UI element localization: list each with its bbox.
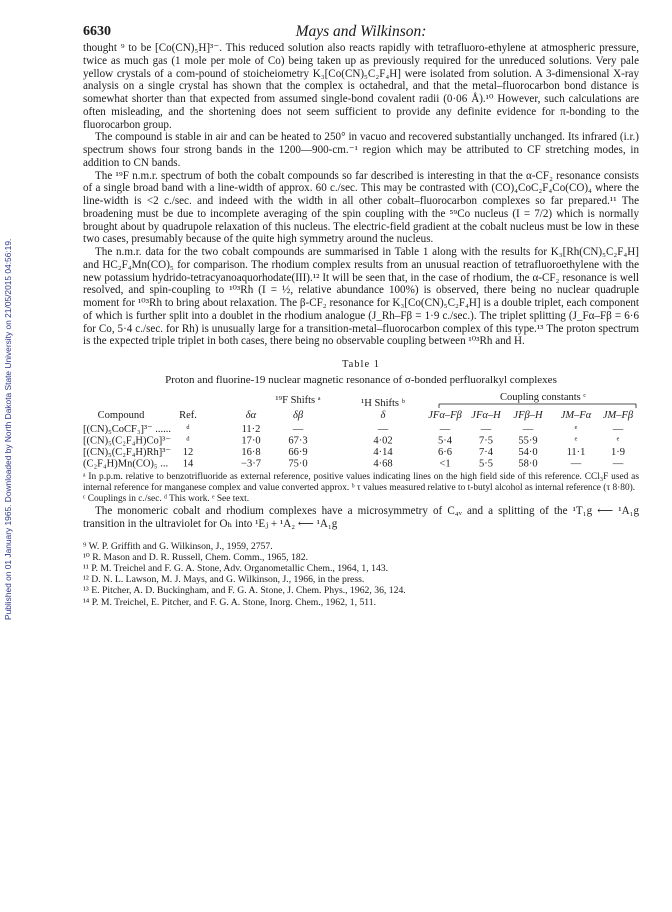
table-footnotes xyxy=(83,472,639,505)
table-footnote-1: ᵃ In p.p.m. relative to benzotrifluoride as external reference, positive values indicating lines on the high field side of this reference. CCl₃F used as internal reference for manganese complex and value converted approx. ᵇ τ values measured relative to t-butyl alcohol as internal reference (τ 8·80). xyxy=(83,472,639,493)
table-cell: [(CN)₅(C₂F₄H)Rh]³⁻ xyxy=(83,447,171,458)
table-cell: [(CN)₅(C₂F₄H)Co]³⁻ xyxy=(83,435,171,447)
table-column-header: δβ xyxy=(292,410,304,421)
table-column-header: δα xyxy=(245,410,257,421)
reference-14: ¹⁴ P. M. Treichel, E. Pitcher, and F. G. A. Stone, Inorg. Chem., 1962, 1, 511. xyxy=(83,596,377,608)
paragraph-5: The monomeric cobalt and rhodium complexes have a microsymmetry of C₄ᵥ and a splitting of the ¹T₁g ⟵ ¹A₁g transition in the ultraviolet for Oₕ into ¹Eⱼ + ¹A₂ ⟵ ¹A₁g xyxy=(83,505,639,530)
table-cell: 5·5 xyxy=(479,458,493,470)
table-cell: <1 xyxy=(439,458,451,470)
table-cell: — xyxy=(377,424,389,435)
page-number: 6630 xyxy=(83,24,111,39)
group-header-f19: ¹⁹F Shifts ᵃ xyxy=(275,395,321,406)
table-column-header: Compound xyxy=(97,410,145,421)
table-cell: 55·9 xyxy=(518,435,538,447)
table-cell: 11·2 xyxy=(241,424,261,435)
table-cell: 11·1 xyxy=(566,447,586,458)
table-column-header: JFβ–H xyxy=(513,410,543,421)
table-cell: ᵉ xyxy=(574,435,578,447)
table-cell: 4·14 xyxy=(373,447,393,458)
table-cell: 16·8 xyxy=(241,447,261,458)
reference-12: ¹² D. N. L. Lawson, M. J. Mays, and G. Wilkinson, J., 1966, in the press. xyxy=(83,574,365,586)
table-cell: 67·3 xyxy=(288,435,308,447)
table-cell: 4·02 xyxy=(373,435,393,447)
references xyxy=(83,541,639,608)
table-cell: 12 xyxy=(182,447,194,458)
table-cell: — xyxy=(570,458,582,470)
table-cell: ᵈ xyxy=(186,424,190,435)
table-cell: 54·0 xyxy=(518,447,538,458)
table-cell: ᵉ xyxy=(616,435,620,447)
table-column-header: δ xyxy=(380,410,386,421)
download-watermark-text: Published on 01 January 1965. Downloaded by North Dakota State University on 21/05/2015 04:56:19. xyxy=(3,238,13,620)
table-cell: 6·6 xyxy=(438,447,452,458)
table-cell: 66·9 xyxy=(288,447,308,458)
table-cell: 7·4 xyxy=(479,447,493,458)
group-header-coupling: Coupling constants ᶜ xyxy=(499,392,587,403)
reference-9: ⁹ W. P. Griffith and G. Wilkinson, J., 1959, 2757. xyxy=(83,540,273,552)
table-cell: 17·0 xyxy=(241,435,261,447)
table-cell: 14 xyxy=(182,458,194,470)
table-cell: ᵉ xyxy=(574,424,578,435)
table-cell: — xyxy=(522,424,534,435)
table-cell: [(CN)₅CoCF₃]³⁻ ...... xyxy=(83,424,172,435)
paragraph-1: thought ⁹ to be [Co(CN)₅H]³⁻. This reduced solution also reacts rapidly with tetrafluoro-ethylene at atmospheric pressure, twice as much gas (1 mole per mole of Co) being taken up as previously required for the unreduced solutions. Very pale yellow crystals of a com-pound of stoicheiometry K₃[Co(CN)₅C₂F₄H] were isolated from solution. A 3-dimensional X-ray analysis on a single crystal has shown that the complex is octahedral, and that the metal–fluorocarbon bond distance is somewhat shorter than that expected from assumed single-bond covalent radii (0·06 Å).¹⁰ However, such calculations are often misleading, and the shortening does not seem sufficient to provide any definite evidence for π-bonding to the fluorocarbon group. xyxy=(83,42,639,131)
table-cell: 1·9 xyxy=(611,447,625,458)
table-label: Table 1 xyxy=(341,359,381,370)
table-cell: — xyxy=(292,424,304,435)
table-cell: 58·0 xyxy=(518,458,538,470)
table-column-header: JM–Fβ xyxy=(602,410,634,421)
table-column-header: JFα–H xyxy=(471,410,501,421)
reference-11: ¹¹ P. M. Treichel and F. G. A. Stone, Adv. Organometallic Chem., 1964, 1, 143. xyxy=(83,562,389,574)
table-cell: ᵈ xyxy=(186,435,190,447)
table-cell: 5·4 xyxy=(438,435,452,447)
reference-10: ¹⁰ R. Mason and D. R. Russell, Chem. Comm., 1965, 182. xyxy=(83,551,309,563)
table-cell: 7·5 xyxy=(479,435,493,447)
group-header-h1: ¹H Shifts ᵇ xyxy=(361,398,405,409)
paragraph-3: The ¹⁹F n.m.r. spectrum of both the cobalt compounds so far described is interesting in that the α-CF₂ resonance consists of a single broad band with a line-width of approx. 60 c./sec. This may be contrasted with (CO)₄CoC₂F₄Co(CO)₄ where the line-width is <2 c./sec. and indeed with the width in all other cobalt–fluorocarbon complexes so far prepared.¹¹ The broadening must be due to incomplete averaging of the spin coupling with the ⁵⁹Co nucleus (I = 7/2) which is normally brought about by quadrupole relaxation of this nucleus. The electric-field gradient at the cobalt nucleus must be low in these two cases, presumably because of the quite high symmetry around the nucleus. xyxy=(83,169,639,246)
table-cell: (C₂F₄H)Mn(CO)₅ ... xyxy=(83,458,169,470)
table-cell: — xyxy=(612,424,624,435)
table-cell: −3·7 xyxy=(241,458,261,470)
table-title: Proton and fluorine-19 nuclear magnetic resonance of σ-bonded perfluoralkyl complexes xyxy=(165,374,557,386)
journal-page xyxy=(83,20,639,608)
table-cell: — xyxy=(439,424,451,435)
running-title: Mays and Wilkinson: xyxy=(295,23,427,40)
paragraph-2: The compound is stable in air and can be heated to 250° in vacuo and recovered substantially unchanged. Its infrared (i.r.) spectrum shows four strong bands in the 1200—900-cm.⁻¹ region which may be attributed to CF stretching modes, in addition to CN bands. xyxy=(83,131,639,169)
reference-13: ¹³ E. Pitcher, A. D. Buckingham, and F. G. A. Stone, J. Chem. Phys., 1962, 36, 124. xyxy=(83,585,406,597)
table-cell: 75·0 xyxy=(288,458,308,470)
table-cell: — xyxy=(612,458,624,470)
table-column-header: Ref. xyxy=(179,410,197,421)
table-footnote-2: ᶜ Couplings in c./sec. ᵈ This work. ᵉ See text. xyxy=(83,494,250,504)
download-watermark xyxy=(3,150,17,620)
table-cell: 4·68 xyxy=(373,458,393,470)
table-column-header: JFα–Fβ xyxy=(428,410,462,421)
nmr-table xyxy=(83,389,639,471)
table-column-header: JM–Fα xyxy=(560,410,592,421)
paragraph-4: The n.m.r. data for the two cobalt compounds are summarised in Table 1 along with the results for K₃[Rh(CN)₅C₂F₄H] and HC₂F₄Mn(CO)₅ for comparison. The rhodium complex results from an unusual reaction of tetrafluoroethylene with the new potassium hydrido-tetracyanoaquorhodate(III).¹² It will be seen that, in the case of rhodium, the α-CF₂ resonance is well resolved, and spin-coupling to ¹⁰³Rh (I = ½, relative abundance 100%) is observed, there being no nuclear quadruple moment for ¹⁰³Rh to bring about relaxation. The β-CF₂ resonance for K₃[Co(CN)₅C₂F₄H] is a double triplet, each component of which is further split into a doublet in the rhodium analogue (J_Rh–Fβ = 1·9 c./sec.). The triplet splitting (J_Fα–Fβ = 6·6 for Co, 5·4 c./sec. for Rh) is unusually large for a transition-metal–fluorocarbon complex of this type.¹³ The proton spectrum is the expected triple triplet in both cases, there being no observable coupling between ¹⁰³Rh and H. xyxy=(83,246,639,348)
table-cell: — xyxy=(480,424,492,435)
page-header xyxy=(83,20,639,42)
